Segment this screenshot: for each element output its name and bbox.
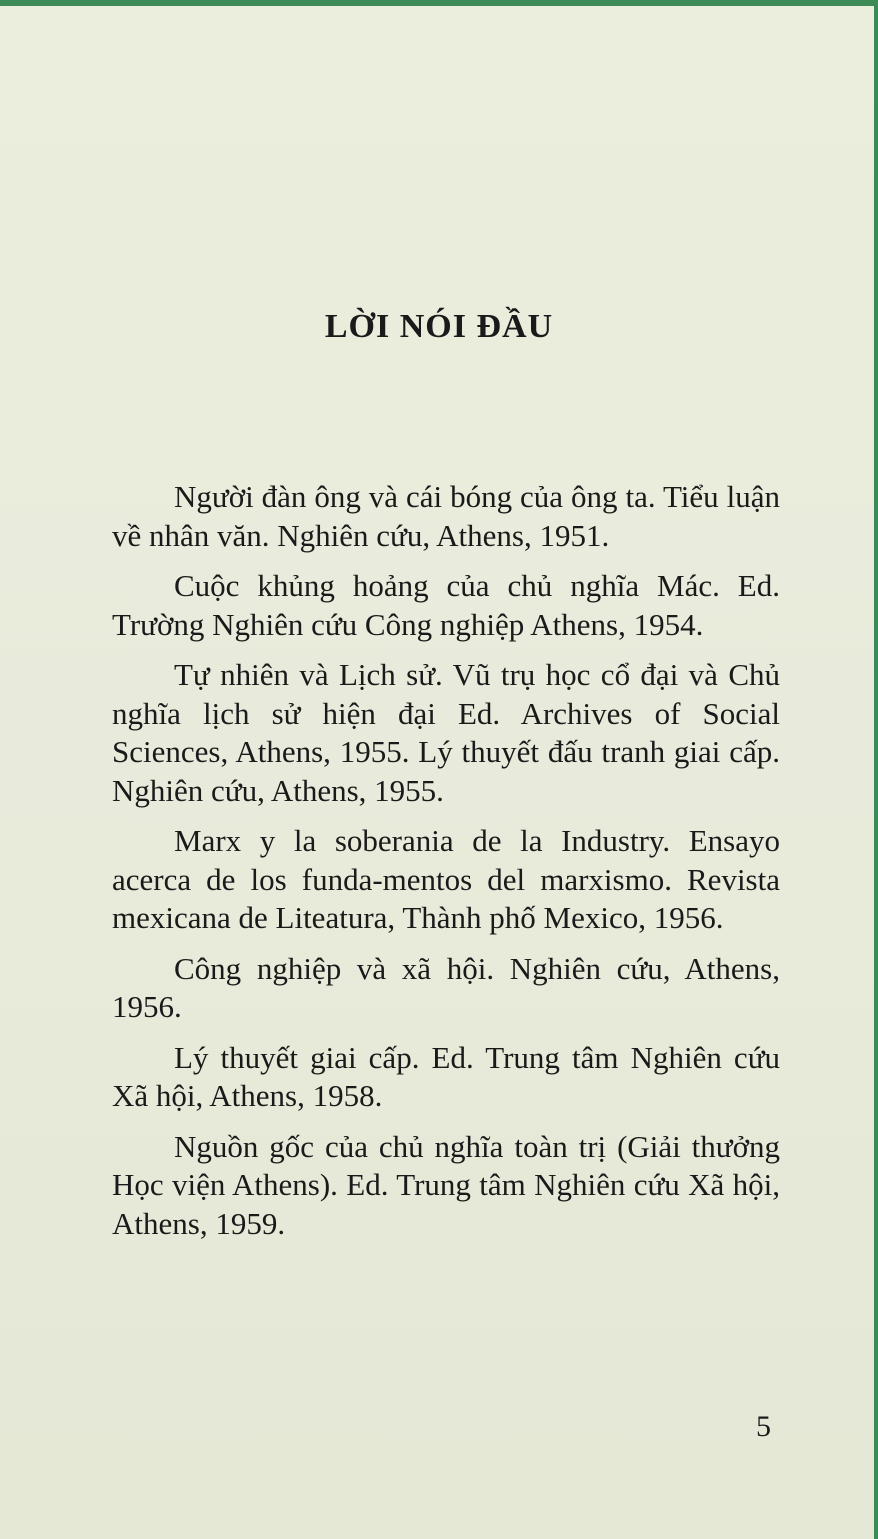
paragraph: Công nghiệp và xã hội. Nghiên cứu, Athens, 1956.: [112, 950, 780, 1024]
paragraph: Cuộc khủng hoảng của chủ nghĩa Mác. Ed. Trường Nghiên cứu Công nghiệp Athens, 1954.: [112, 568, 780, 642]
right-page-edge: [874, 0, 878, 1539]
page-number: 5: [756, 1410, 771, 1443]
body-text: [112, 478, 780, 1255]
paragraph: Lý thuyết giai cấp. Ed. Trung tâm Nghiên cứu Xã hội, Athens, 1958.: [112, 1039, 780, 1113]
paragraph: Người đàn ông và cái bóng của ông ta. Tiểu luận về nhân văn. Nghiên cứu, Athens, 1951.: [112, 479, 780, 553]
page-title: LỜI NÓI ĐẦU: [324, 308, 554, 345]
paragraph: Marx y la soberania de la Industry. Ensayo acerca de los funda-mentos del marxismo. Revista mexicana de Liteatura, Thành phố Mexico, 1956.: [112, 823, 780, 935]
top-page-edge: [0, 0, 878, 6]
paragraph: Nguồn gốc của chủ nghĩa toàn trị (Giải thưởng Học viện Athens). Ed. Trung tâm Nghiên cứu Xã hội, Athens, 1959.: [112, 1128, 780, 1241]
paragraph: Tự nhiên và Lịch sử. Vũ trụ học cổ đại và Chủ nghĩa lịch sử hiện đại Ed. Archives of Social Sciences, Athens, 1955. Lý thuyết đấu tranh giai cấp. Nghiên cứu, Athens, 1955.: [112, 657, 780, 808]
